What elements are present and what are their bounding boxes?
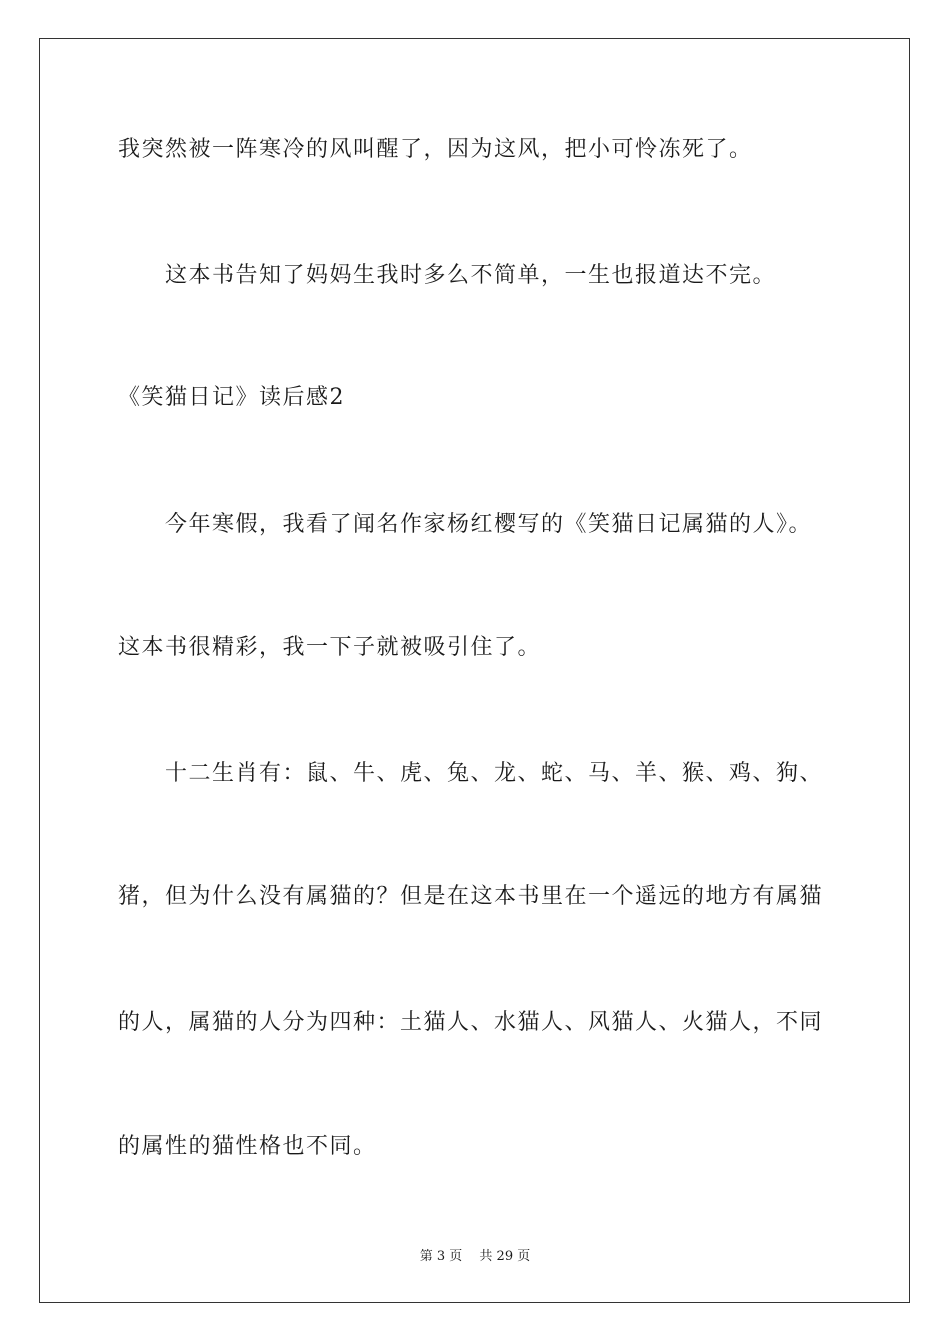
- body-line-8: 的属性的猫性格也不同。: [118, 1134, 377, 1159]
- page-number-footer: 第 3 页 共 29 页: [419, 1249, 531, 1264]
- body-line-6: 猪，但为什么没有属猫的？但是在这本书里在一个遥远的地方有属猫: [118, 884, 824, 909]
- body-line-7: 的人，属猫的人分为四种：土猫人、水猫人、风猫人、火猫人，不同: [118, 1010, 824, 1035]
- body-line-3: 今年寒假，我看了闻名作家杨红樱写的《笑猫日记属猫的人》。: [165, 512, 813, 537]
- body-line-2: 这本书告知了妈妈生我时多么不简单，一生也报道达不完。: [165, 263, 777, 288]
- body-line-4: 这本书很精彩，我一下子就被吸引住了。: [118, 635, 542, 660]
- body-line-5: 十二生肖有：鼠、牛、虎、兔、龙、蛇、马、羊、猴、鸡、狗、: [165, 761, 824, 786]
- page-border: [39, 38, 910, 1303]
- body-line-1: 我突然被一阵寒冷的风叫醒了，因为这风，把小可怜冻死了。: [118, 137, 753, 162]
- section-heading: 《笑猫日记》读后感2: [118, 385, 345, 410]
